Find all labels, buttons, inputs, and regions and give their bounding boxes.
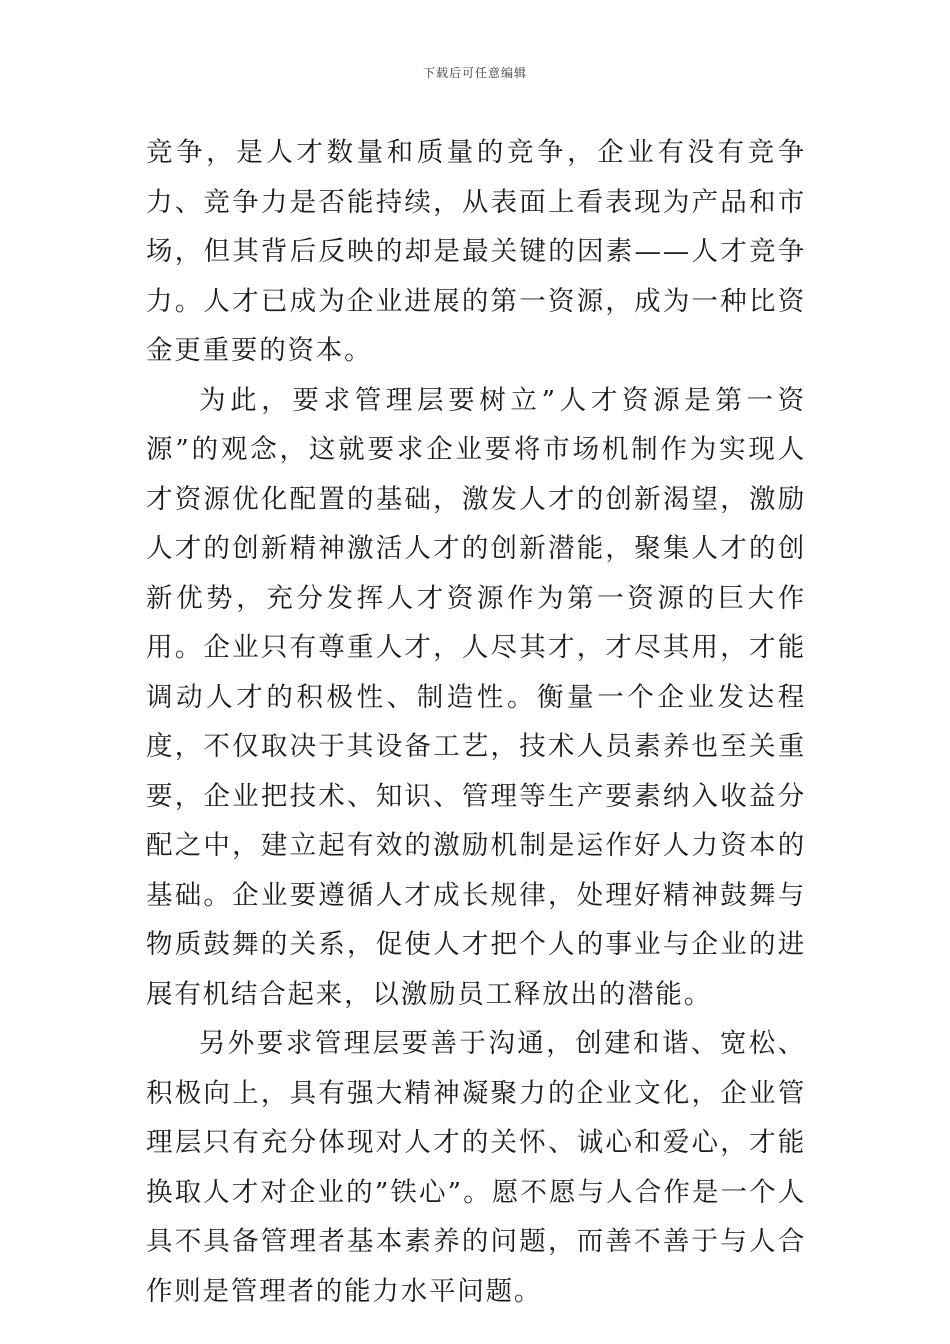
page-header: 下载后可任意编辑 [422,66,527,80]
paragraph-management-communication: 另外要求管理层要善于沟通，创建和谐、宽松、积极向上，具有强大精神凝聚力的企业文化，企业管理层只有充分体现对人才的关怀、诚心和爱心，才能换取人才对企业的”铁心”。愿不愿与人合作是一个人具不具备管理者基本素养的问题，而善不善于与人合作则是管理者的能力水平问题。 [146,1028,806,1307]
document-body [146,128,806,1316]
paragraph-talent-resource: 为此，要求管理层要树立”人才资源是第一资源”的观念，这就要求企业要将市场机制作为实现人才资源优化配置的基础，激发人才的创新渴望，激励人才的创新精神激活人才的创新潜能，聚集人才的创新优势，充分发挥人才资源作为第一资源的巨大作用。企业只有尊重人才，人尽其才，才尽其用，才能调动人才的积极性、制造性。衡量一个企业发达程度，不仅取决于其设备工艺，技术人员素养也至关重要，企业把技术、知识、管理等生产要素纳入收益分配之中，建立起有效的激励机制是运作好人力资本的基础。企业要遵循人才成长规律，处理好精神鼓舞与物质鼓舞的关系，促使人才把个人的事业与企业的进展有机结合起来，以激励员工释放出的潜能。 [146,384,806,1010]
paragraph-talent-competition: 竞争，是人才数量和质量的竞争，企业有没有竞争力、竞争力是否能持续，从表面上看表现为产品和市场，但其背后反映的却是最关键的因素——人才竞争力。人才已成为企业进展的第一资源，成为一种比资金更重要的资本。 [146,137,806,366]
